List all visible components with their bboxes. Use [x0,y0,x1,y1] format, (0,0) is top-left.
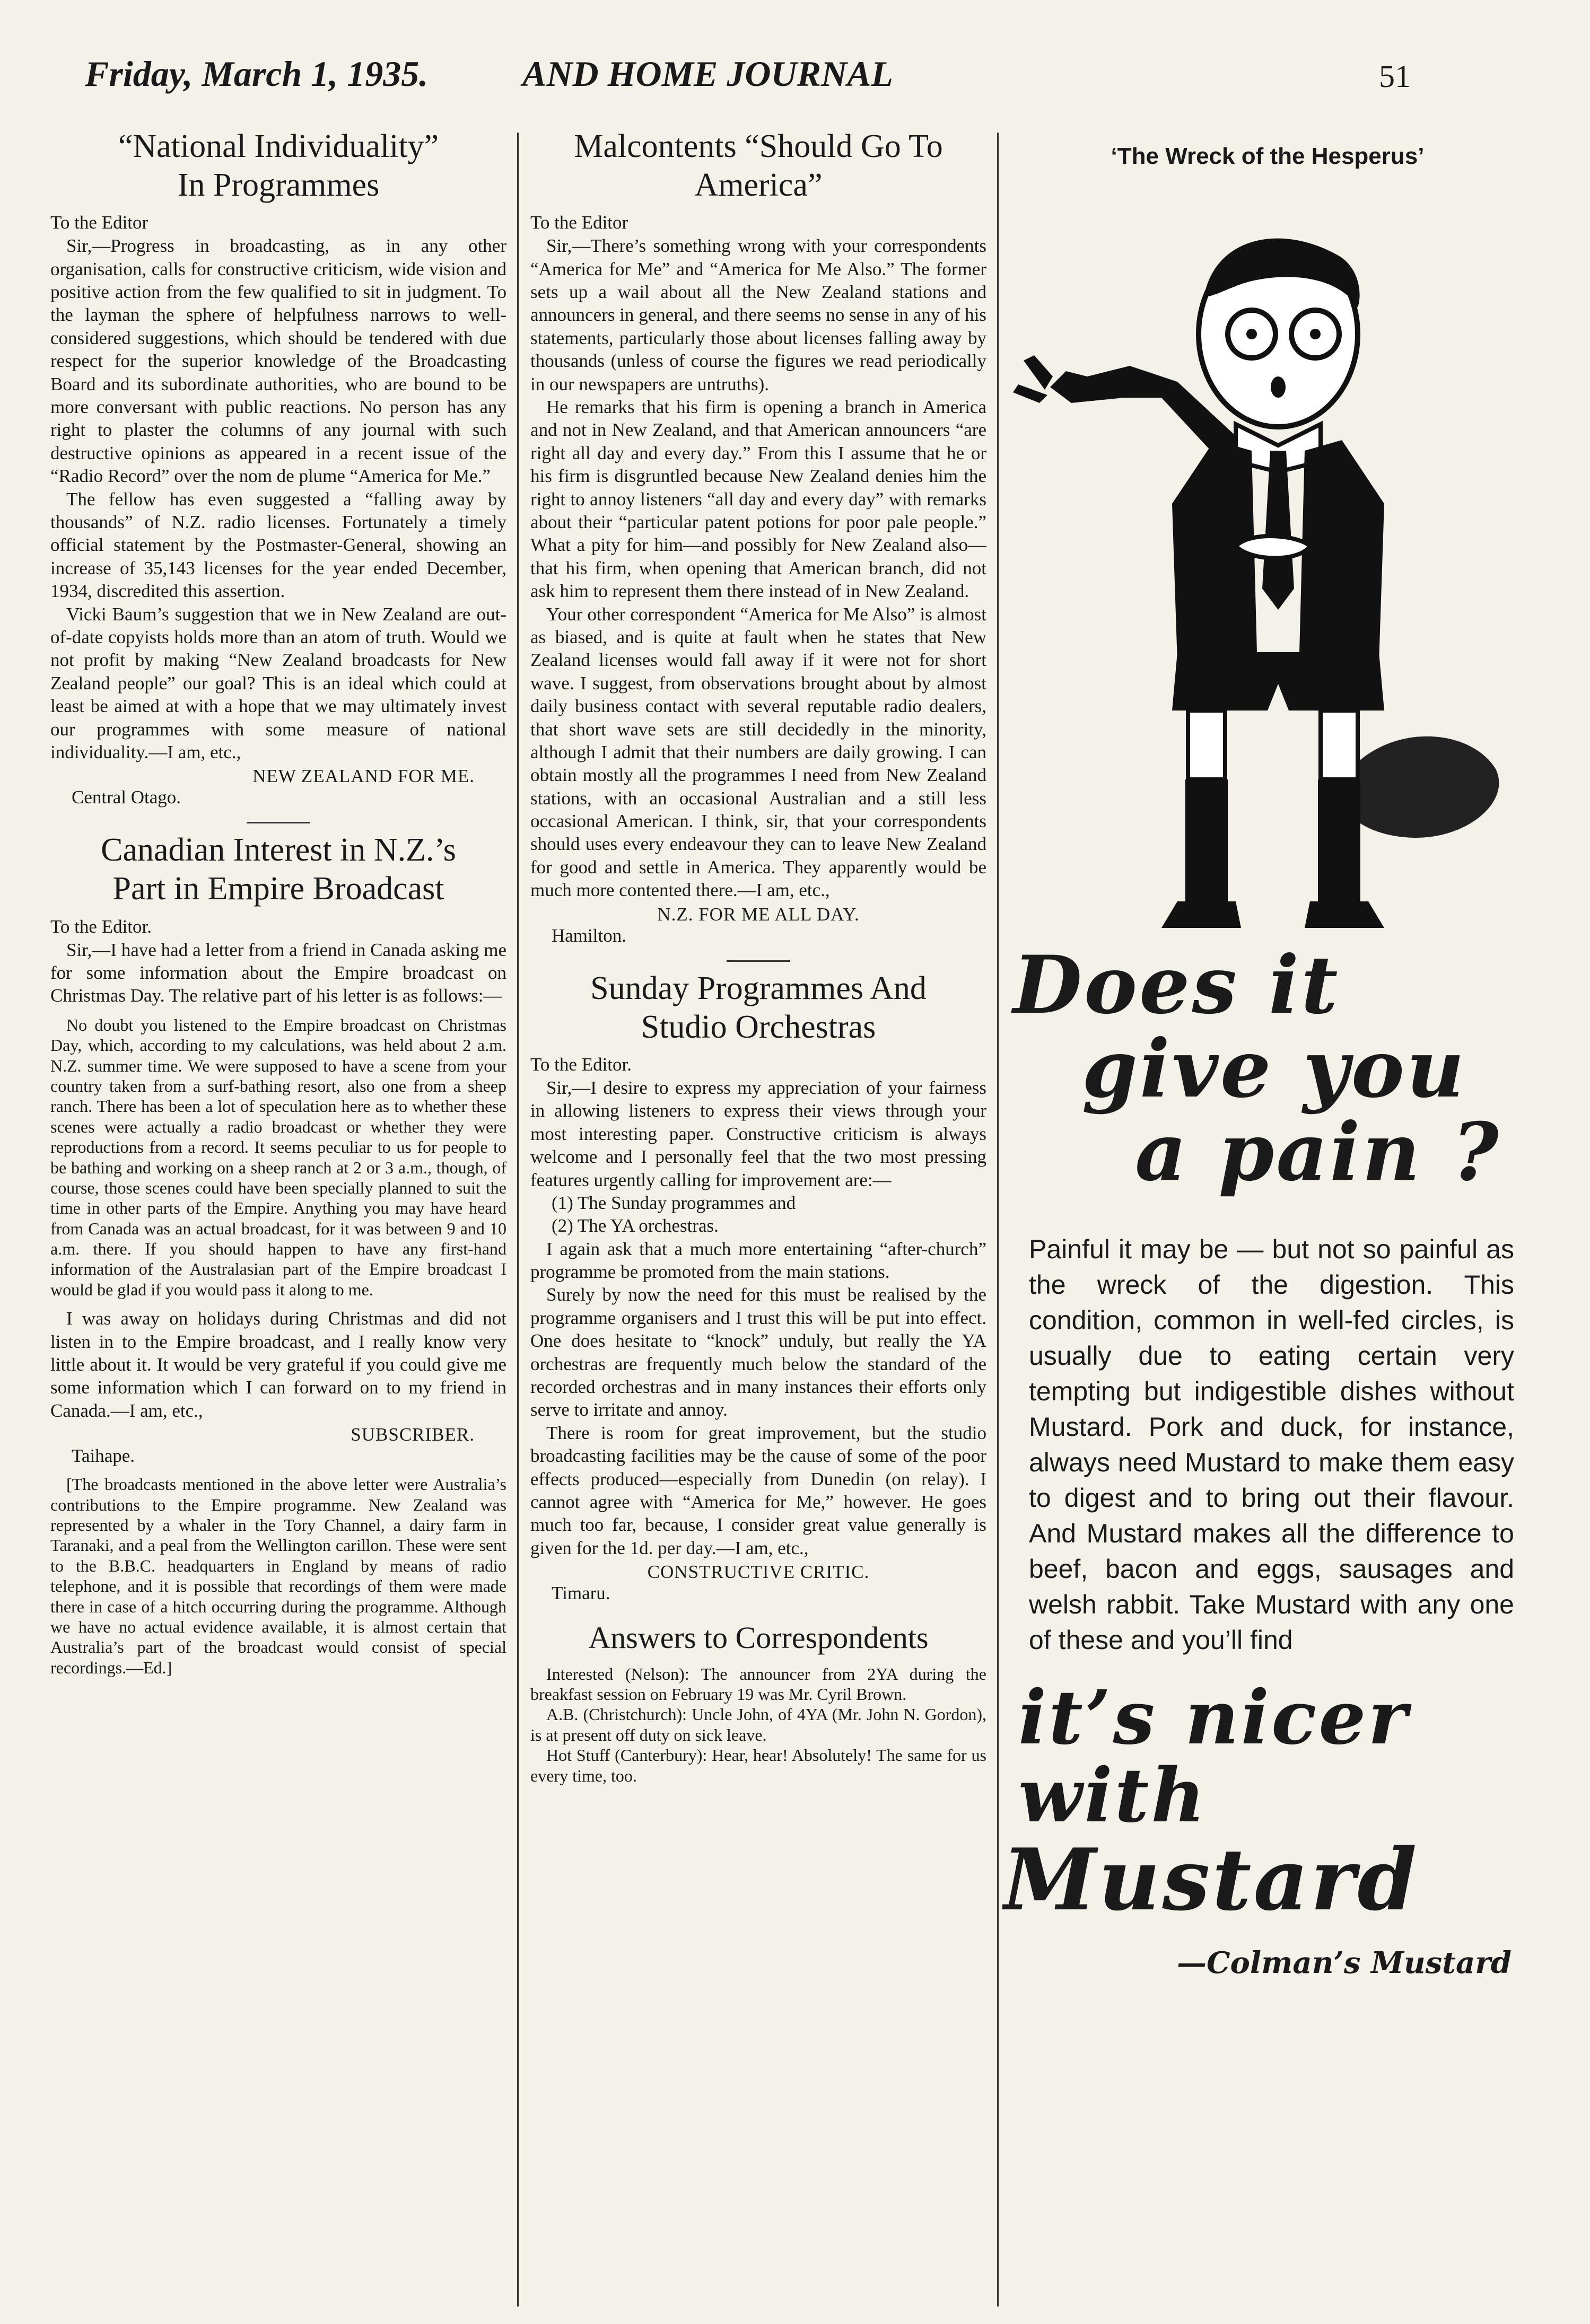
list-item: (2) The YA orchestras. [552,1215,719,1236]
advert-caption: ‘The Wreck of the Hesperus’ [1111,143,1425,169]
shadow-shape [1340,736,1499,838]
national-para-2: The fellow has even suggested a “falling away by thousands” of N.Z. radio licenses. Fortunately a timely official statement by the Postmaster-General, showing an increase of 35,143 licenses for the year ended December, 1934, discredited this assertion. [50,488,506,602]
malcontents-para-1: Sir,—There’s something wrong with your correspondents “America for Me” and “America for Me Also.” The former sets up a wail about all the New Zealand stations and announcers in general, and there seems no sense in any of his statements, particularly those about licenses falling away by thousands (unless of course the figures we read periodically in our newspapers are untruths). [530,235,986,394]
sunday-intro-para: Sir,—I desire to express my appreciation of your fairness in allowing listeners to express their views through your most interesting paper. Constructive criticism is always welcome and I personally feel that the two most pressing features urgently calling for improvement are:— [530,1077,986,1190]
journal-title: AND HOME JOURNAL [522,54,893,94]
malcontents-title-line2: America” [694,167,823,204]
right-shoe [1305,901,1384,928]
sunday-para-3: There is room for great improvement, but the studio broadcasting facilities may be the cause of some of the poor effects produced—especially from Dunedin (on relay). I cannot agree with “America for Me,” however. He goes much too far, because, I consider great value generally is given for the 1d. per day.—I am, etc., [530,1422,986,1558]
answer-item: Hot Stuff (Canterbury): Hear, hear! Absolutely! The same for us every time, too. [530,1746,986,1785]
headline-line1: Does it [1013,939,1340,1032]
sunday-title-line1: Sunday Programmes And [590,970,927,1006]
mustard-advertisement [1002,122,1533,2312]
page-number: 51 [1379,59,1411,94]
canadian-body [50,1307,506,1422]
malcontents-heading [530,127,986,205]
separator [727,960,790,962]
sunday-list [552,1191,986,1238]
sunday-title-line2: Studio Orchestras [641,1008,876,1045]
answer-item: Interested (Nelson): The announcer from 2YA during the breakfast session on February 19 was Mr. Cyril Brown. [530,1664,986,1704]
canadian-salutation: To the Editor. [50,916,152,937]
canadian-body-para: I was away on holidays during Christmas and did not listen in to the Empire broadcast, and I really know very little about it. It would be very grateful if you could give me some information which I can forward on to my friend in Canada.—I am, etc., [50,1308,506,1421]
canadian-title-line1: Canadian Interest in N.Z.’s [101,832,456,869]
page-header [0,0,1590,122]
malcontents-para-2: He remarks that his firm is opening a branch in America and not in New Zealand, and that American announcers “are right all day and every day.” From this I assume that he or his firm is disgruntled because New Zealand denies him the right to annoy listeners “all day and every day” with remarks about their “particular patent potions for poor pale people.” What a pity for him—and possibly for New Zealand also—that his firm, when opening that American branch, did not ask him to represent them there instead of in New Zealand. [530,397,986,602]
sunday-salutation: To the Editor. [530,1054,632,1075]
headline-line3: a pain ? [1135,1106,1501,1199]
raised-hand [1013,355,1053,403]
answers-heading: Answers to Correspondents [588,1620,929,1655]
left-leg [1188,711,1225,779]
national-individuality-heading [50,127,506,205]
column-middle [530,122,986,2312]
boy-mouth [1271,376,1286,398]
hand-on-chest [1236,536,1310,558]
national-signature: NEW ZEALAND FOR ME. [252,766,475,787]
canadian-quote-para: No doubt you listened to the Empire broadcast on Christmas Day, which, according to my calculations, was held about 2 a.m. N.Z. summer time. We were supposed to have a scene from your country taken from a surf-bathing resort, also one from a sheep ranch. There has been a lot of speculation here as to whether these scenes were actually a radio broadcast or whether they were reproductions from a record. It seems peculiar to us for people to be bathing and working on a sheep ranch at 2 or 3 a.m., though, of course, those scenes could have been specially planned to suit the time in other parts of the Empire. Anything you may have heard from Canada was an actual broadcast, for it was between 9 and 10 a.m. there. If you should happen to have any first-hand information of the Australasian part of the Empire broadcast I would be glad if you would pass it along to me. [50,1015,506,1299]
malcontents-title-line1: Malcontents “Should Go To [574,128,943,164]
tie [1262,451,1294,610]
sunday-para-2: Surely by now the need for this must be realised by the programme organisers and I trust this will be put into effect. One does hesitate to “knock” unduly, but really the YA orchestras are frequently much below the standard of the recorded orchestras and in many instances their efforts only serve to irritate and annoy. [530,1284,986,1420]
tagline-line2: with [1018,1752,1208,1839]
national-letter-body [50,234,506,764]
separator [247,822,310,823]
answers-list [530,1664,986,1786]
issue-date: Friday, March 1, 1935. [85,54,429,94]
sunday-para-1: I again ask that a much more entertaining “after-church” programme be promoted from the main stations. [530,1238,986,1283]
boy-reciting-illustration [1002,175,1533,949]
editor-note-para: [The broadcasts mentioned in the above letter were Australia’s contributions to the Empire programme. New Zealand was represented by a whaler in the Tory Channel, a dairy farm in Taranaki, and a peal from the Wellington carillon. These were sent to the B.B.C. headquarters in England by means of radio telephone, and it is possible that recordings of them were made there in case of a hitch occurring during the programme. Although we have no actual evidence available, it is almost certain that Australia’s part of the broadcast would consist of special recordings.—Ed.] [50,1475,506,1677]
right-sock [1318,779,1360,901]
canadian-intro [50,939,506,1007]
canadian-place: Taihape. [72,1445,135,1467]
column-rule-1 [517,133,519,2307]
sunday-letter-body [530,1238,986,1559]
editor-note [50,1474,506,1678]
malcontents-salutation: To the Editor [530,212,628,233]
sunday-programmes-heading [530,969,986,1047]
canadian-interest-heading [50,831,506,908]
malcontents-letter-body [530,234,986,901]
left-shoe [1161,901,1241,928]
national-para-1: Sir,—Progress in broadcasting, as in any other organisation, calls for constructive criticism, wide vision and positive action from the few qualified to sit in judgment. To the layman the sphere of helpfulness narrows to well-considered suggestions, which should be tendered with due respect for the superior knowledge of the Broadcasting Board and its subordinate authorities, who are bound to be more conversant with public reactions. No person has any right to plaster the columns of any journal with such destructive opinions as appeared in a recent issue of the “Radio Record” over the nom de plume “America for Me.” [50,235,506,487]
national-para-3: Vicki Baum’s suggestion that we in New Zealand are out-of-date copyists holds more than an atom of truth. Would we not profit by making “New Zealand broadcasts for New Zealand people” our goal? This is an ideal which could at least be aimed at with a hope that we may ultimately invest our programmes with some measure of national individuality.—I am, etc., [50,603,506,762]
national-salutation: To the Editor [50,212,148,233]
column-left [50,122,506,2312]
answer-item: A.B. (Christchurch): Uncle John, of 4YA (Mr. John N. Gordon), is at present off duty on sick leave. [530,1705,986,1744]
advert-copy: Painful it may be — but not so painful as the wreck of the digestion. This condition, common in well-fed circles, is usually due to eating certain very tempting but indigestible dishes without Mustard. Pork and duck, for instance, always need Mustard to make them easy to digest and to bring out their flavour. And Mustard makes all the difference to beef, bacon and eggs, sausages and welsh rabbit. Take Mustard with any one of these and you’ll find [1029,1234,1514,1655]
shorts [1172,652,1384,711]
sunday-intro [530,1076,986,1191]
headline-line2: give you [1082,1022,1466,1116]
sunday-signature: CONSTRUCTIVE CRITIC. [647,1562,870,1583]
right-leg [1321,711,1358,779]
national-place: Central Otago. [72,787,181,808]
column-rule-2 [997,133,999,2307]
left-sock [1185,779,1228,901]
canadian-intro-para: Sir,—I have had a letter from a friend in Canada asking me for some information about the Empire broadcast on Christmas Day. The relative part of his letter is as follows:— [50,939,506,1006]
malcontents-place: Hamilton. [552,925,626,946]
list-item: (1) The Sunday programmes and [552,1192,796,1213]
tagline-line1: it’s nicer [1018,1674,1410,1761]
malcontents-para-3: Your other correspondent “America for Me Also” is almost as biased, and is quite at fault when he states that New Zealand licenses would fall away if it were not for short wave. I suggest, from observations brought about by almost daily business contact with several reputable radio dealers, that short wave sets are still decidedly in the minority, although I admit that their numbers are daily growing. I can obtain mostly all the programmes I need from New Zealand stations, with an occasional Australian and a still less occasional American. I think, sir, that your correspondents should uses every endeavour they can to leave New Zealand for good and settle in America. They apparently would be much more contented there.—I am, etc., [530,603,986,901]
canadian-quote [50,1015,506,1300]
canadian-signature: SUBSCRIBER. [351,1424,475,1445]
national-title-line2: In Programmes [177,167,380,204]
malcontents-signature: N.Z. FOR ME ALL DAY. [657,904,860,925]
canadian-title-line2: Part in Empire Broadcast [112,871,444,907]
sunday-place: Timaru. [552,1583,610,1604]
advert-signoff: —Colman’s Mustard [1176,1945,1512,1980]
tagline-line3: Mustard [1002,1829,1419,1930]
national-title-line1: “National Individuality” [118,128,439,164]
